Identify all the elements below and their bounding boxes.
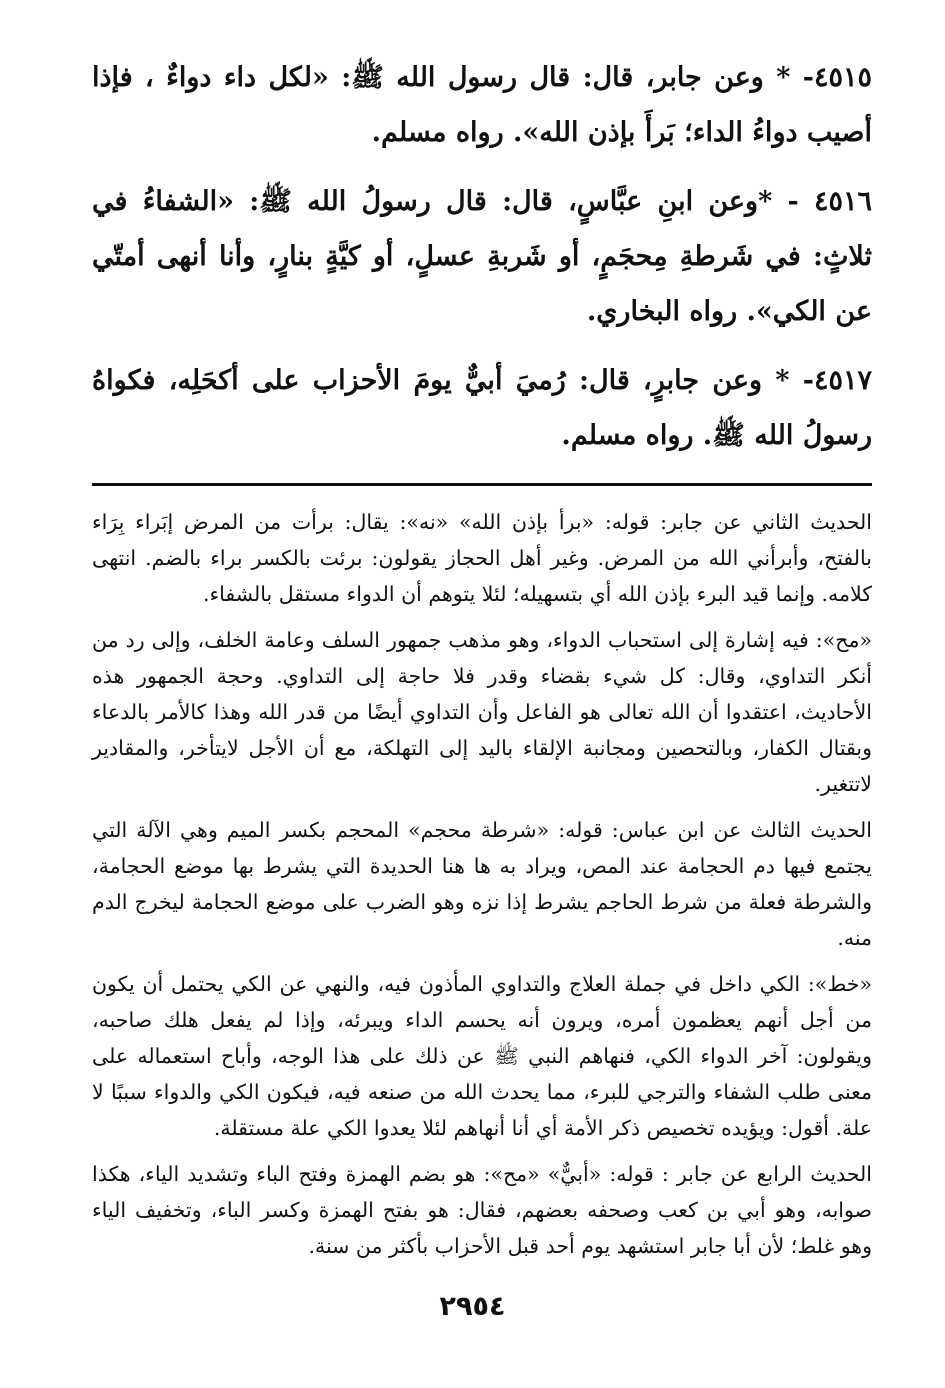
footnote-paragraph: «خط»: الكي داخل في جملة العلاج والتداوي المأذون فيه، والنهي عن الكي يحتمل أن يكون من أجل أنهم يعظمون أمره، ويرون أنه يحسم الداء ويبرئه، وإذا لم يفعل هلك صاحبه، ويقولون: آخر الدواء الكي، فنهاهم النبي ﷺ عن ذلك على هذا الوجه، وأباح استعماله على معنى طلب الشفاء والترجي للبرء، مما يحدث الله من صنعه فيه، فيكون الكي والدواء سببًا لا علة. أقول: ويؤيده تخصيص ذكر الأمة أي أنا أنهاهم لئلا يعدوا الكي علة مستقلة. [92, 972, 872, 1140]
page-number: ٢٩٥٤ [439, 1291, 506, 1322]
hadith-4516: ٤٥١٦ - *وعن ابنِ عبَّاسٍ، قال: قال رسولُ الله ﷺ: «الشفاءُ في ثلاثٍ: في شَرطةِ مِحجَمٍ، أو شَربةِ عسلٍ، أو كيَّةٍ بنارٍ، وأنا أنهى أمتّي عن الكي». رواه البخاري. [92, 186, 872, 327]
main-hadith-text [92, 50, 872, 463]
footnote-paragraph: الحديث الثاني عن جابر: قوله: «برأ بإذن الله» «نه»: يقال: برأت من المرض إبَراء بِرَاء بالفتح، وأبرأني الله من المرض. وغير أهل الحجاز يقولون: برئت بالكسر براء بالضم. انتهى كلامه. وإنما قيد البرء بإذن الله أي بتسهيله؛ لئلا يتوهم أن الدواء مستقل بالشفاء. [92, 510, 872, 606]
hadith-4515: ٤٥١٥- * وعن جابر، قال: قال رسول الله ﷺ: «لكل داء دواءٌ ، فإذا أصيب دواءُ الداء؛ بَرأَ بإذن الله». رواه مسلم. [92, 62, 872, 148]
footnote-paragraph: «مح»: فيه إشارة إلى استحباب الدواء، وهو مذهب جمهور السلف وعامة الخلف، وإلى رد من أنكر التداوي، وقال: كل شيء بقضاء وقدر فلا حاجة إلى التداوي. وحجة الجمهور هذه الأحاديث، اعتقدوا أن الله تعالى هو الفاعل وأن التداوي أيضًا من قدر الله وهذا كالأمر بالدعاء وبقتال الكفار، وبالتحصين ومجانبة الإلقاء باليد إلى التهلكة، مع أن الأجل لايتأخر، والمقادير لاتتغير. [92, 628, 872, 796]
footnote-paragraph: الحديث الثالث عن ابن عباس: قوله: «شرطة محجم» المحجم بكسر الميم وهي الآلة التي يجتمع فيها دم الحجامة عند المص، ويراد به ها هنا الحديدة التي يشرط بها موضع الحجامة، والشرطة فعلة من شرط الحاجم يشرط إذا نزه وهو الضرب على موضع الحجامة ليخرج الدم منه. [92, 818, 872, 950]
book-page [92, 50, 872, 1274]
commentary-footnotes [92, 504, 872, 1264]
hadith-4517: ٤٥١٧- * وعن جابرٍ، قال: رُميَ أبيٌّ يومَ الأحزاب على أكحَلِه، فكواهُ رسولُ الله ﷺ. رواه مسلم. [92, 365, 872, 451]
footnote-paragraph: الحديث الرابع عن جابر : قوله: «أبيٌّ» «مح»: هو بضم الهمزة وفتح الباء وتشديد الياء، هكذا صوابه، وهو أبي بن كعب وصحفه بعضهم، فقال: هو بفتح الهمزة وكسر الباء، وتخفيف الياء وهو غلط؛ لأن أبا جابر استشهد يوم أحد قبل الأحزاب بأكثر من سنة. [92, 1162, 872, 1258]
footnote-separator [92, 483, 872, 486]
